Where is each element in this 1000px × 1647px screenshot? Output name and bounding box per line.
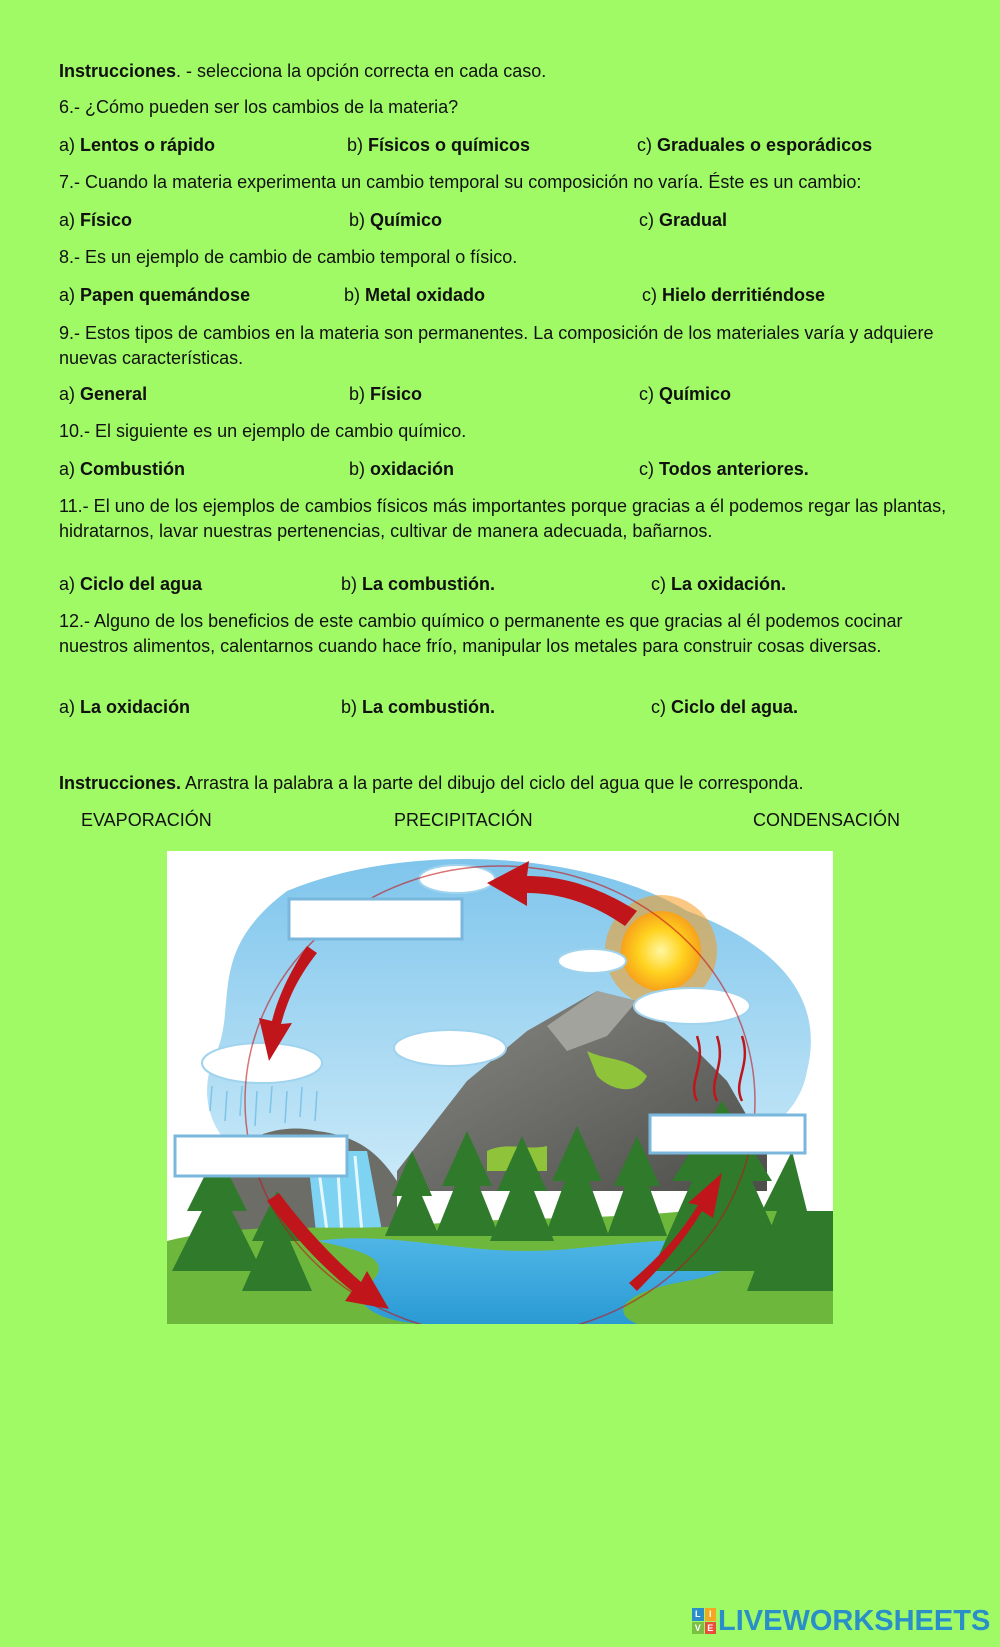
q11-option-c[interactable]: c) La oxidación. [651,574,787,594]
liveworksheets-mark-icon: L I V E [692,1608,716,1634]
q12-option-c[interactable]: c) Ciclo del agua. [651,697,799,717]
instructions-2-text: Arrastra la palabra a la parte del dibujo del ciclo del agua que le corresponda. [181,773,804,793]
drag-word-condensacion[interactable]: CONDENSACIÓN [753,810,901,830]
question-10: 10.- El siguiente es un ejemplo de cambio químico. [59,421,467,441]
q7-option-c[interactable]: c) Gradual [639,210,728,230]
instructions-text: . - selecciona la opción correcta en cada caso. [176,61,547,81]
liveworksheets-logo [692,1604,990,1638]
instructions-2 [59,771,803,795]
question-11: 11.- El uno de los ejemplos de cambios físicos más importantes porque gracias a él podemos regar las plantas, hidratarnos, lavar nuestras pertenencias, cultivar de manera adecuada, bañarnos. [59,496,947,541]
instructions-2-label: Instrucciones. [59,773,182,793]
q10-option-a[interactable]: a) Combustión [59,459,186,479]
q10-option-c[interactable]: c) Todos anteriores. [639,459,809,479]
q6-option-c[interactable]: c) Graduales o esporádicos [637,135,873,155]
water-cycle-illustration [167,851,833,1324]
q7-option-a[interactable]: a) Físico [59,210,133,230]
question-6: 6.- ¿Cómo pueden ser los cambios de la materia? [59,97,459,117]
q6-option-b[interactable]: b) Físicos o químicos [347,135,531,155]
q12-option-a[interactable]: a) La oxidación [59,697,191,717]
q9-option-c[interactable]: c) Químico [639,384,732,404]
q7-option-b[interactable]: b) Químico [349,210,443,230]
drop-zone-top-left[interactable] [289,899,462,939]
drop-zone-left[interactable] [175,1136,347,1176]
q11-option-b[interactable]: b) La combustión. [341,574,496,594]
q12-option-b[interactable]: b) La combustión. [341,697,496,717]
drag-word-precipitacion[interactable]: PRECIPITACIÓN [394,810,533,830]
q8-option-a[interactable]: a) Papen quemándose [59,285,251,305]
q11-option-a[interactable]: a) Ciclo del agua [59,574,203,594]
q10-option-b[interactable]: b) oxidación [349,459,455,479]
instructions-label: Instrucciones [59,61,177,81]
water-cycle-drawing [167,851,833,1324]
question-9: 9.- Estos tipos de cambios en la materia son permanentes. La composición de los materiales varía y adquiere nuevas características. [59,323,934,368]
question-7: 7.- Cuando la materia experimenta un cambio temporal su composición no varía. Éste es un cambio: [59,172,862,192]
drop-zone-right[interactable] [650,1115,805,1153]
drag-word-evaporacion[interactable]: EVAPORACIÓN [81,810,212,830]
question-8: 8.- Es un ejemplo de cambio de cambio temporal o físico. [59,247,518,267]
question-12: 12.- Alguno de los beneficios de este cambio químico o permanente es que gracias al él podemos cocinar nuestros alimentos, calentarnos cuando hace frío, manipular los metales para construir cosas diversas. [59,611,903,656]
liveworksheets-logo-text: LIVEWORKSHEETS [718,1604,991,1637]
q9-option-b[interactable]: b) Físico [349,384,423,404]
q9-option-a[interactable]: a) General [59,384,148,404]
q6-option-a[interactable]: a) Lentos o rápido [59,135,216,155]
q8-option-b[interactable]: b) Metal oxidado [344,285,486,305]
q8-option-c[interactable]: c) Hielo derritiéndose [642,285,826,305]
instructions-1 [59,59,546,83]
